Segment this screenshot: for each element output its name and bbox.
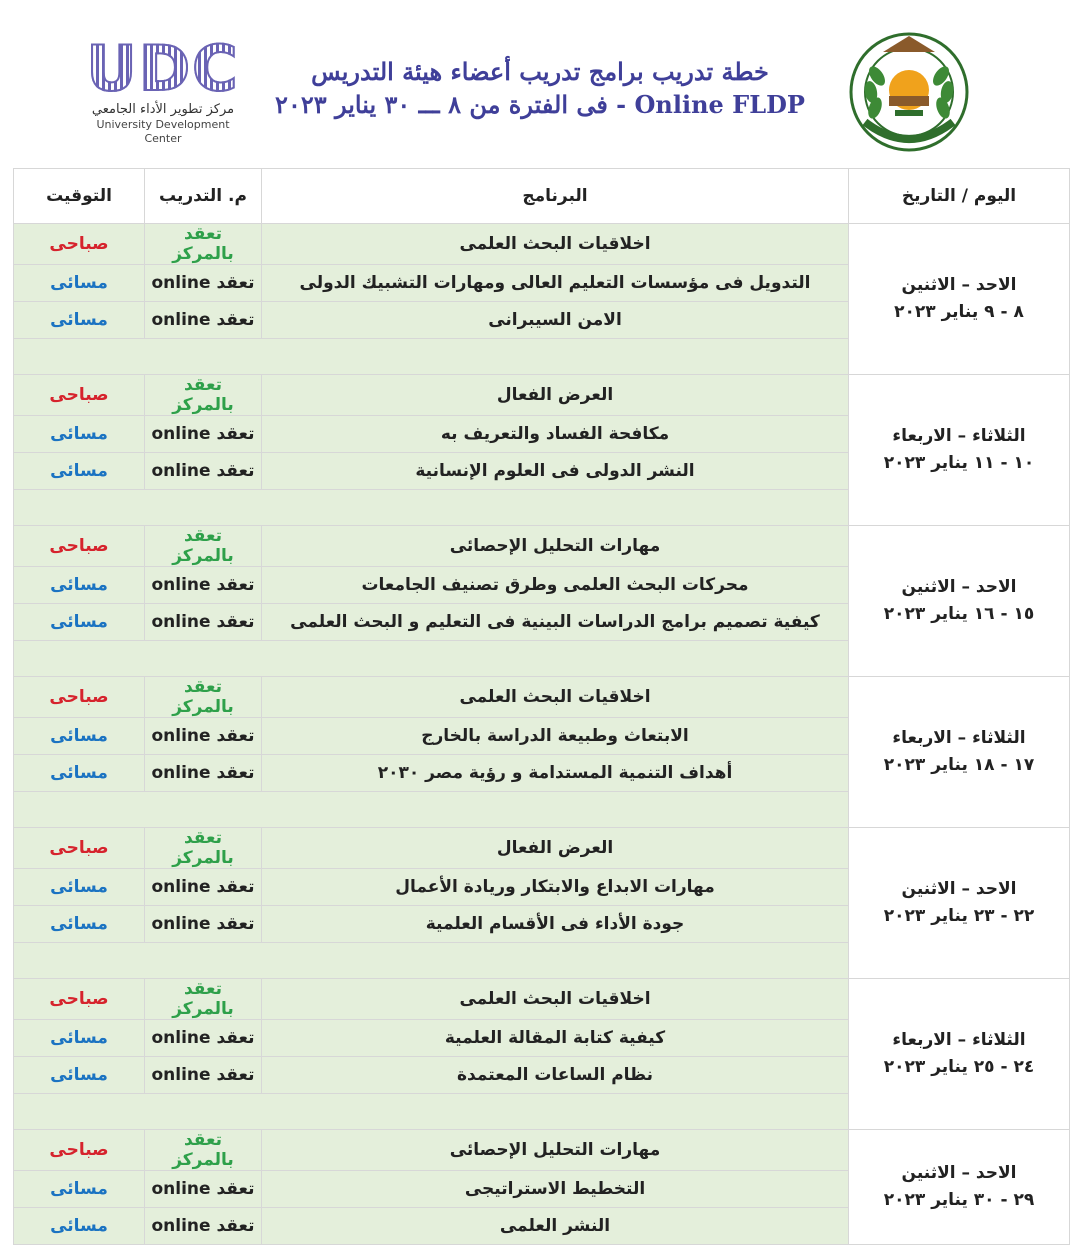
timing-evening: مسائى — [14, 869, 145, 906]
day-names: الاحد – الاثنين — [901, 1163, 1017, 1183]
date-cell — [849, 1130, 1070, 1245]
training-online: تعقد online — [151, 424, 255, 444]
table-row — [14, 224, 1070, 265]
program-cell: محركات البحث العلمى وطرق تصنيف الجامعات — [262, 567, 849, 604]
spacer-cell — [14, 792, 849, 828]
training-cell — [145, 755, 262, 792]
training-online: تعقد online — [151, 1028, 255, 1048]
program-cell: كيفية تصميم برامج الدراسات البينية فى التعليم و البحث العلمى — [262, 604, 849, 641]
timing-evening: مسائى — [14, 718, 145, 755]
spacer-cell — [14, 943, 849, 979]
day-names: الاحد – الاثنين — [901, 879, 1017, 899]
training-cell — [145, 604, 262, 641]
day-names: الاحد – الاثنين — [901, 577, 1017, 597]
program-cell: مهارات التحليل الإحصائى — [262, 526, 849, 567]
training-cell — [145, 375, 262, 416]
table-row — [14, 828, 1070, 869]
page-title — [260, 56, 820, 122]
timing-evening: مسائى — [14, 1171, 145, 1208]
training-in-center: تعقد بالمركز — [172, 526, 234, 566]
spacer-cell — [14, 490, 849, 526]
program-cell: مهارات الابداع والابتكار وريادة الأعمال — [262, 869, 849, 906]
training-online: تعقد online — [151, 461, 255, 481]
timing-evening: مسائى — [14, 1020, 145, 1057]
date-range: ٨ - ٩ يناير ٢٠٢٣ — [894, 302, 1024, 322]
timing-evening: مسائى — [14, 906, 145, 943]
training-cell — [145, 453, 262, 490]
training-cell — [145, 677, 262, 718]
timing-morning: صباحى — [14, 375, 145, 416]
training-online: تعقد online — [151, 273, 255, 293]
training-online: تعقد online — [151, 763, 255, 783]
udc-logo — [78, 32, 248, 148]
program-cell: العرض الفعال — [262, 828, 849, 869]
program-cell: التدويل فى مؤسسات التعليم العالى ومهارات التشبيك الدولى — [262, 265, 849, 302]
training-cell — [145, 1171, 262, 1208]
timing-morning: صباحى — [14, 677, 145, 718]
timing-evening: مسائى — [14, 604, 145, 641]
training-cell — [145, 1130, 262, 1171]
program-cell: اخلاقيات البحث العلمى — [262, 677, 849, 718]
spacer-cell — [14, 339, 849, 375]
date-range: ١٧ - ١٨ يناير ٢٠٢٣ — [883, 755, 1035, 775]
program-cell: الامن السيبرانى — [262, 302, 849, 339]
table-row — [14, 1130, 1070, 1171]
timing-evening: مسائى — [14, 1057, 145, 1094]
training-in-center: تعقد بالمركز — [172, 828, 234, 868]
date-range: ١٥ - ١٦ يناير ٢٠٢٣ — [883, 604, 1035, 624]
training-plan-table — [13, 168, 1070, 1245]
timing-morning: صباحى — [14, 828, 145, 869]
mansoura-university-seal-icon — [845, 26, 973, 154]
udc-logo-arabic: مركز تطوير الأداء الجامعي — [91, 102, 235, 117]
training-online: تعقد online — [151, 1179, 255, 1199]
program-cell: التخطيط الاستراتيجى — [262, 1171, 849, 1208]
timing-morning: صباحى — [14, 224, 145, 265]
date-cell — [849, 224, 1070, 375]
day-names: الثلاثاء – الاربعاء — [892, 426, 1026, 446]
training-cell — [145, 1208, 262, 1245]
program-cell: النشر الدولى فى العلوم الإنسانية — [262, 453, 849, 490]
day-names: الثلاثاء – الاربعاء — [892, 1030, 1026, 1050]
training-cell — [145, 224, 262, 265]
training-cell — [145, 416, 262, 453]
timing-evening: مسائى — [14, 265, 145, 302]
training-cell — [145, 265, 262, 302]
training-in-center: تعقد بالمركز — [172, 979, 234, 1019]
program-cell: كيفية كتابة المقالة العلمية — [262, 1020, 849, 1057]
training-in-center: تعقد بالمركز — [172, 224, 234, 264]
program-cell: نظام الساعات المعتمدة — [262, 1057, 849, 1094]
date-cell — [849, 979, 1070, 1130]
udc-logo-english: University Development Center — [96, 118, 230, 145]
header — [0, 0, 1080, 168]
training-online: تعقد online — [151, 575, 255, 595]
date-cell — [849, 375, 1070, 526]
day-names: الثلاثاء – الاربعاء — [892, 728, 1026, 748]
training-cell — [145, 567, 262, 604]
program-cell: مكافحة الفساد والتعريف به — [262, 416, 849, 453]
training-in-center: تعقد بالمركز — [172, 1130, 234, 1170]
program-cell: الابتعاث وطبيعة الدراسة بالخارج — [262, 718, 849, 755]
timing-evening: مسائى — [14, 416, 145, 453]
training-online: تعقد online — [151, 726, 255, 746]
training-cell — [145, 828, 262, 869]
training-online: تعقد online — [151, 877, 255, 897]
day-names: الاحد – الاثنين — [901, 275, 1017, 295]
training-cell — [145, 526, 262, 567]
udc-logo-letters: UDC — [78, 36, 248, 102]
training-cell — [145, 302, 262, 339]
title-line-2: Online FLDP - فى الفترة من ٨ ـــ ٣٠ يناير ٢٠٢٣ — [275, 90, 805, 119]
training-online: تعقد online — [151, 310, 255, 330]
training-online: تعقد online — [151, 914, 255, 934]
timing-evening: مسائى — [14, 755, 145, 792]
training-cell — [145, 906, 262, 943]
table-body — [14, 224, 1070, 1245]
timing-evening: مسائى — [14, 567, 145, 604]
program-cell: أهداف التنمية المستدامة و رؤية مصر ٢٠٣٠ — [262, 755, 849, 792]
date-range: ٢٢ - ٢٣ يناير ٢٠٢٣ — [883, 906, 1035, 926]
date-range: ١٠ - ١١ يناير ٢٠٢٣ — [883, 453, 1035, 473]
program-cell: العرض الفعال — [262, 375, 849, 416]
training-online: تعقد online — [151, 612, 255, 632]
spacer-cell — [14, 641, 849, 677]
training-cell — [145, 1057, 262, 1094]
training-cell — [145, 869, 262, 906]
table-header-row — [14, 169, 1070, 224]
timing-morning: صباحى — [14, 1130, 145, 1171]
date-range: ٢٩ - ٣٠ يناير ٢٠٢٣ — [883, 1190, 1035, 1210]
timing-evening: مسائى — [14, 453, 145, 490]
training-cell — [145, 979, 262, 1020]
date-range: ٢٤ - ٢٥ يناير ٢٠٢٣ — [883, 1057, 1035, 1077]
training-in-center: تعقد بالمركز — [172, 677, 234, 717]
date-cell — [849, 677, 1070, 828]
program-cell: مهارات التحليل الإحصائى — [262, 1130, 849, 1171]
header-timing: التوقيت — [14, 169, 145, 224]
table-row — [14, 375, 1070, 416]
timing-evening: مسائى — [14, 1208, 145, 1245]
training-online: تعقد online — [151, 1216, 255, 1236]
training-online: تعقد online — [151, 1065, 255, 1085]
timing-evening: مسائى — [14, 302, 145, 339]
title-line-1: خطة تدريب برامج تدريب أعضاء هيئة التدريس — [311, 57, 769, 86]
training-in-center: تعقد بالمركز — [172, 375, 234, 415]
table-row — [14, 677, 1070, 718]
spacer-cell — [14, 1094, 849, 1130]
table-row — [14, 526, 1070, 567]
training-cell — [145, 718, 262, 755]
program-cell: جودة الأداء فى الأقسام العلمية — [262, 906, 849, 943]
timing-morning: صباحى — [14, 526, 145, 567]
table-row — [14, 979, 1070, 1020]
header-training: م. التدريب — [145, 169, 262, 224]
header-date: اليوم / التاريخ — [849, 169, 1070, 224]
timing-morning: صباحى — [14, 979, 145, 1020]
program-cell: اخلاقيات البحث العلمى — [262, 224, 849, 265]
date-cell — [849, 828, 1070, 979]
program-cell: اخلاقيات البحث العلمى — [262, 979, 849, 1020]
training-cell — [145, 1020, 262, 1057]
program-cell: النشر العلمى — [262, 1208, 849, 1245]
date-cell — [849, 526, 1070, 677]
header-program: البرنامج — [262, 169, 849, 224]
